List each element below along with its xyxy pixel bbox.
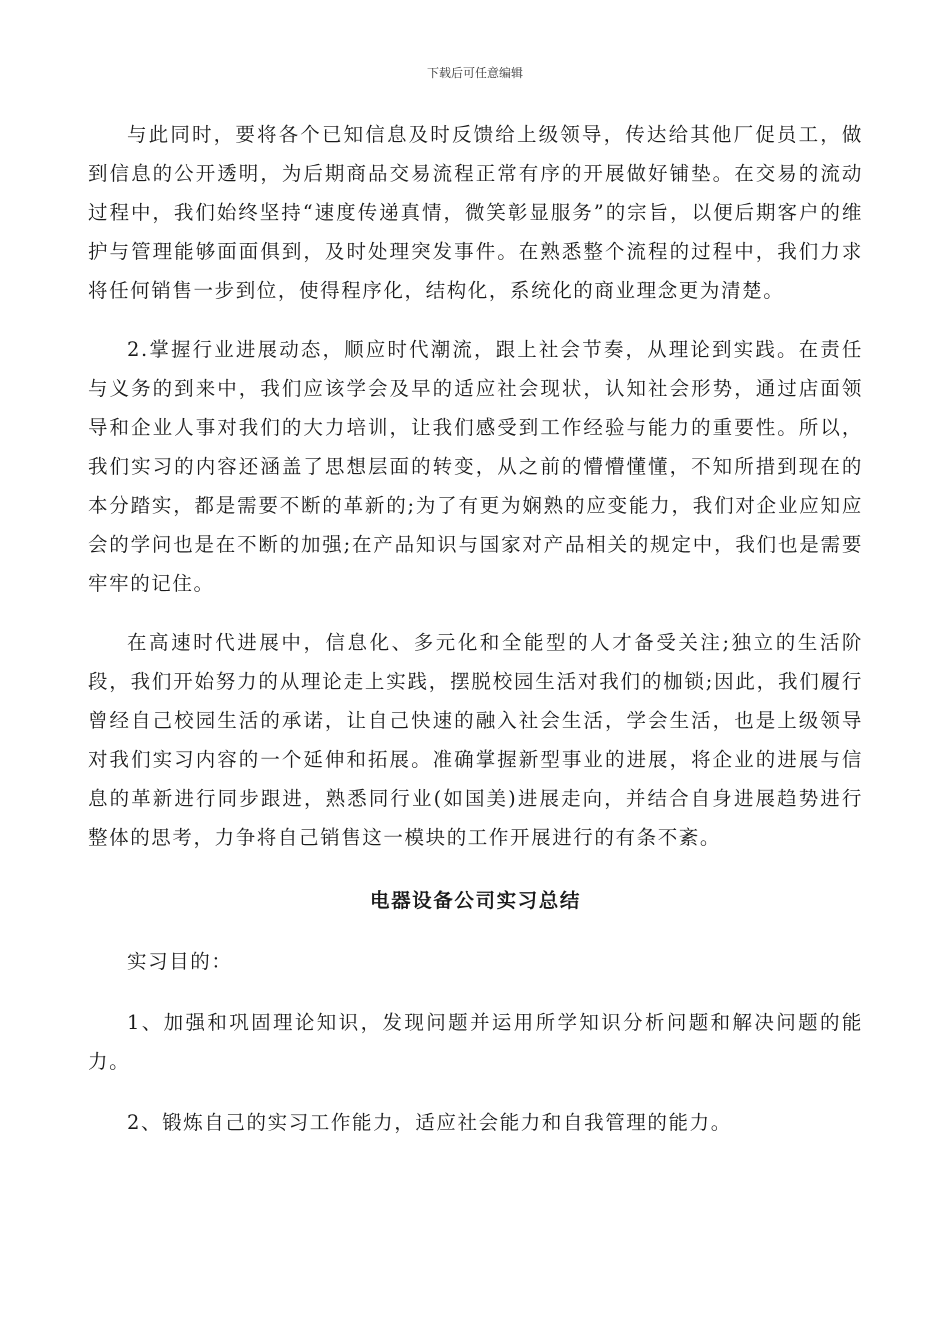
paragraph-info-feedback: 与此同时，要将各个已知信息及时反馈给上级领导，传达给其他厂促员工，做到信息的公开透明，为后期商品交易流程正常有序的开展做好铺垫。在交易的流动过程中，我们始终坚持“速度传递真情，微笑彰显服务”的宗旨，以便后期客户的维护与管理能够面面俱到，及时处理突发事件。在熟悉整个流程的过程中，我们力求将任何销售一步到位，使得程序化，结构化，系统化的商业理念更为清楚。 — [88, 123, 863, 302]
paragraph-industry-trends: 2.掌握行业进展动态，顺应时代潮流，跟上社会节奏，从理论到实践。在责任与义务的到来中，我们应该学会及早的适应社会现状，认知社会形势，通过店面领导和企业人事对我们的大力培训，让我们感受到工作经验与能力的重要性。所以，我们实习的内容还涵盖了思想层面的转变，从之前的懵懵懂懂，不知所措到现在的本分踏实，都是需要不断的革新的;为了有更为娴熟的应变能力，我们对企业应知应会的学问也是在不断的加强;在产品知识与国家对产品相关的规定中，我们也是需要牢牢的记住。 — [88, 338, 863, 595]
document-body — [88, 115, 863, 1142]
section-title: 电器设备公司实习总结 — [369, 889, 581, 912]
paragraph-high-speed-era: 在高速时代进展中，信息化、多元化和全能型的人才备受关注;独立的生活阶段，我们开始努力的从理论走上实践，摆脱校园生活对我们的枷锁;因此，我们履行曾经自己校园生活的承诺，让自己快速的融入社会生活，学会生活，也是上级领导对我们实习内容的一个延伸和拓展。准确掌握新型事业的进展，将企业的进展与信息的革新进行同步跟进，熟悉同行业(如国美)进展走向，并结合自身进展趋势进行整体的思考，力争将自己销售这一模块的工作开展进行的有条不紊。 — [88, 631, 863, 849]
paragraph-purpose-item-2: 2、锻炼自己的实习工作能力，适应社会能力和自我管理的能力。 — [127, 1111, 732, 1134]
paragraph-internship-purpose: 实习目的： — [127, 950, 233, 973]
paragraph-purpose-item-1: 1、加强和巩固理论知识，发现问题并运用所学知识分析问题和解决问题的能力。 — [88, 1011, 863, 1073]
page-header-note: 下载后可任意编辑 — [426, 66, 523, 80]
